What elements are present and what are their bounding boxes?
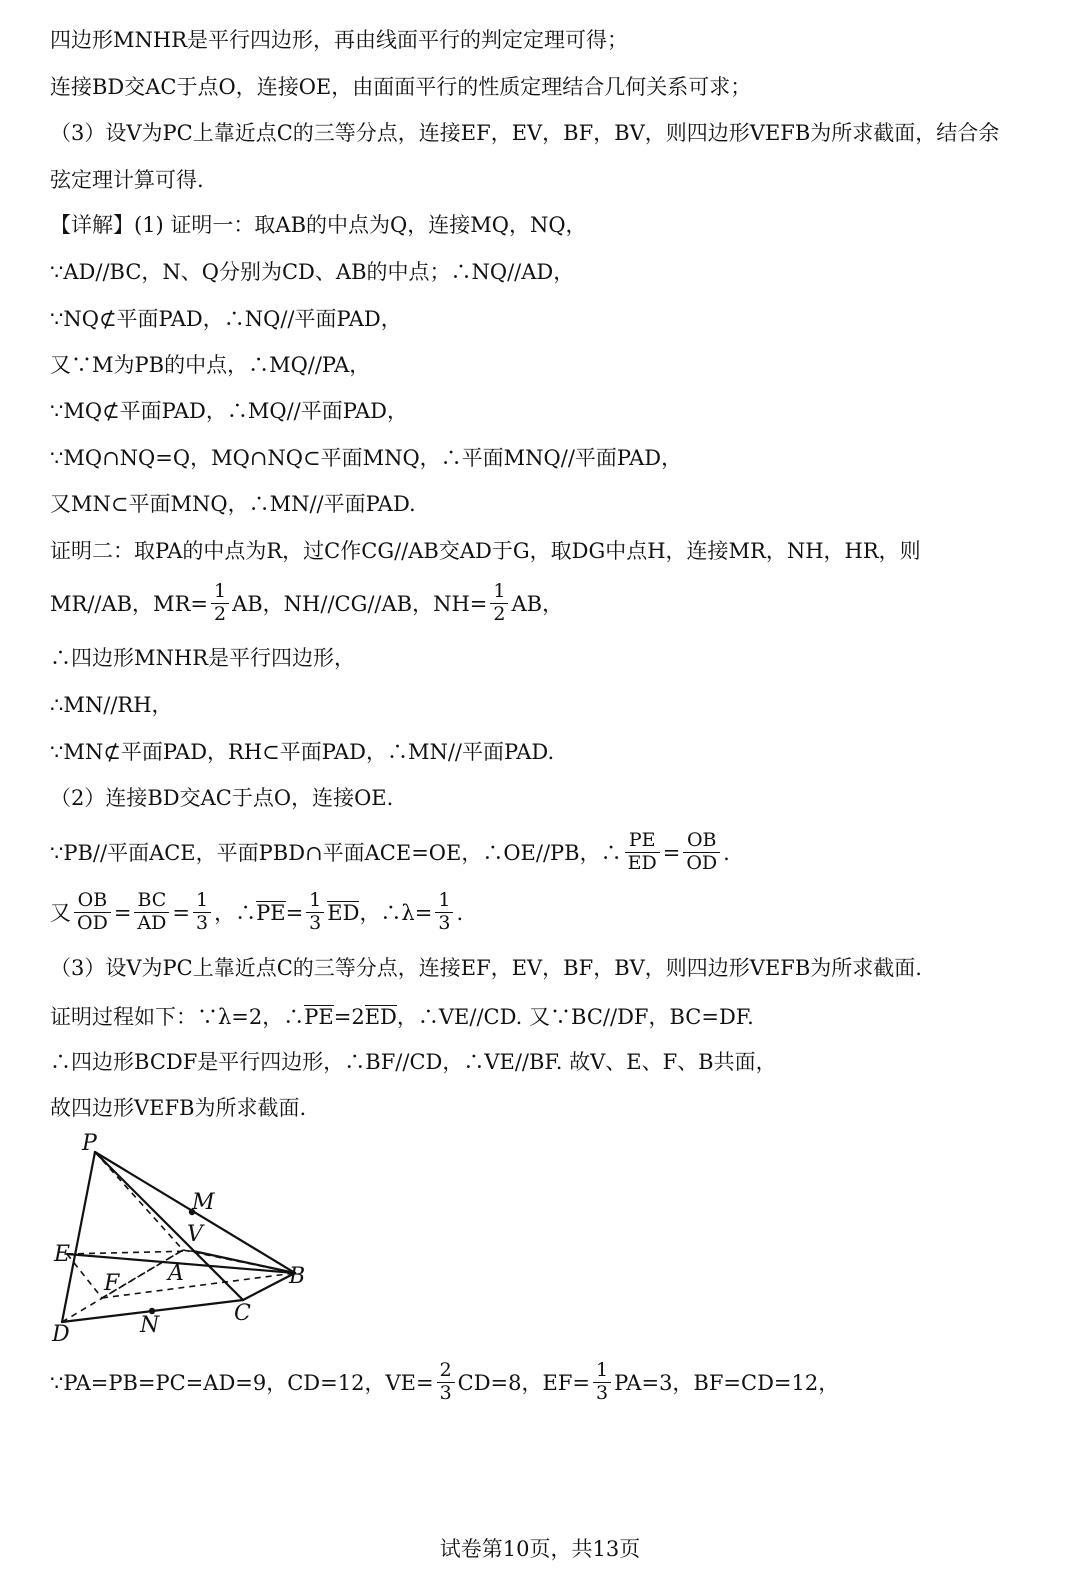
text-line-23: 故四边形VEFB为所求截面. (50, 1096, 307, 1120)
fraction-numerator: OB (74, 890, 111, 913)
text-line-14: ∴四边形MNHR是平行四边形， (50, 646, 356, 670)
segment: PA=3，BF=CD=12， (614, 1370, 840, 1395)
equals-sign: = (285, 900, 304, 925)
fraction-denominator: ED (627, 851, 657, 874)
segment: ，∴λ= (359, 900, 433, 925)
hidden-edge-ev (67, 1251, 193, 1254)
fraction-denominator: OD (77, 911, 108, 934)
text-line-19 (50, 889, 464, 937)
label-v: V (187, 1222, 203, 1247)
segment: 证明过程如下：∵λ=2，∴ (50, 1005, 305, 1029)
fraction-numerator: 1 (435, 890, 453, 913)
text-line-1: 四边形MNHR是平行四边形，再由线面平行的判定定理可得； (50, 28, 629, 52)
fraction-denominator: 2 (493, 602, 506, 625)
label-f: F (104, 1271, 120, 1296)
label-n: N (140, 1313, 160, 1338)
text-line-5: 【详解】(1) 证明一：取AB的中点为Q，连接MQ，NQ， (50, 213, 587, 237)
hidden-edge-ef (67, 1254, 102, 1298)
text-line-3: （3）设V为PC上靠近点C的三等分点，连接EF，EV，BF，BV，则四边形VEFB为所求截面，结合余 (50, 121, 1000, 145)
fraction-denominator: AD (137, 911, 167, 934)
equals-sign: = (662, 840, 681, 865)
label-p: P (82, 1131, 97, 1156)
fraction-half (211, 581, 229, 626)
text-line-8: 又∵M为PB的中点，∴MQ//PA， (50, 353, 371, 377)
text-line-24 (50, 1359, 840, 1407)
text-line-17: （2）连接BD交AC于点O，连接OE. (50, 786, 394, 810)
fraction-numerator: OB (683, 830, 720, 853)
fraction-bc-ad (134, 890, 169, 935)
segment: ，∴ (214, 900, 257, 925)
text-line-7: ∵NQ⊄平面PAD，∴NQ//平面PAD， (50, 307, 402, 331)
fraction-denominator: 3 (439, 1381, 452, 1404)
fraction-numerator: 1 (490, 581, 508, 604)
fraction-half (490, 581, 508, 626)
segment: ，∴VE//CD. 又∵BC//DF，BC=DF. (396, 1005, 754, 1029)
fraction-numerator: BC (134, 890, 169, 913)
fraction-numerator: 1 (211, 581, 229, 604)
segment: AB，NH//CG//AB，NH= (232, 591, 488, 616)
text-line-22: ∴四边形BCDF是平行四边形，∴BF//CD，∴VE//BF. 故V、E、F、B共面， (50, 1050, 777, 1074)
fraction-ob-od (683, 830, 720, 875)
fraction-numerator: PE (625, 830, 660, 853)
text-line-15: ∴MN//RH， (50, 693, 173, 717)
fraction-denominator: 3 (196, 911, 209, 934)
vector-pe: PE (304, 1005, 334, 1029)
text-line-18 (50, 829, 730, 877)
label-d: D (52, 1322, 70, 1345)
fraction-numerator: 1 (306, 890, 324, 913)
text-line-10: ∵MQ∩NQ=Q，MQ∩NQ⊂平面MNQ，∴平面MNQ//平面PAD， (50, 446, 683, 470)
text-line-4: 弦定理计算可得. (50, 168, 204, 192)
label-b: B (289, 1264, 306, 1289)
text-line-16: ∵MN⊄平面PAD，RH⊂平面PAD，∴MN//平面PAD. (50, 740, 555, 764)
text-line-9: ∵MQ⊄平面PAD，∴MQ//平面PAD， (50, 399, 408, 423)
fraction-third (435, 890, 453, 935)
segment: ∵PA=PB=PC=AD=9，CD=12，VE= (50, 1370, 434, 1395)
segment: MR//AB，MR= (50, 591, 208, 616)
label-m: M (192, 1190, 215, 1215)
geometry-figure (40, 1130, 330, 1345)
text-line-2: 连接BD交AC于点O，连接OE，由面面平行的性质定理结合几何关系可求； (50, 75, 752, 99)
fraction-third (593, 1360, 611, 1405)
fraction-denominator: 3 (438, 911, 451, 934)
vector-ed: ED (327, 900, 360, 925)
fraction-pe-ed (625, 830, 660, 875)
text-line-20: （3）设V为PC上靠近点C的三等分点，连接EF，EV，BF，BV，则四边形VEFB为所求截面. (50, 956, 922, 980)
period: . (723, 840, 730, 865)
text-line-21 (50, 1005, 754, 1028)
label-e: E (54, 1242, 71, 1267)
segment: 又 (50, 900, 71, 925)
equals-sign: = (172, 900, 190, 925)
text-line-11: 又MN⊂平面MNQ，∴MN//平面PAD. (50, 492, 416, 516)
fraction-third (193, 890, 211, 935)
segment: ∵PB//平面ACE，平面PBD∩平面ACE=OE，∴OE//PB，∴ (50, 840, 622, 865)
label-c: C (234, 1301, 251, 1326)
fraction-denominator: 3 (309, 911, 322, 934)
fraction-third (306, 890, 324, 935)
fraction-numerator: 1 (593, 1360, 611, 1383)
text-line-6: ∵AD//BC，N、Q分别为CD、AB的中点；∴NQ//AD， (50, 260, 575, 284)
fraction-numerator: 2 (437, 1360, 455, 1383)
hidden-edge-fb (102, 1273, 295, 1298)
label-a: A (168, 1261, 184, 1286)
segment: CD=8，EF= (457, 1370, 591, 1395)
fraction-denominator: OD (686, 851, 718, 874)
text-line-12: 证明二：取PA的中点为R，过C作CG//AB交AD于G，取DG中点H，连接MR，NH，HR，则 (50, 539, 921, 563)
fraction-ob-od (74, 890, 111, 935)
equals-sign: = (113, 900, 132, 925)
page-footer: 试卷第10页，共13页 (439, 1537, 641, 1561)
fraction-denominator: 3 (596, 1381, 609, 1404)
fraction-numerator: 1 (193, 890, 211, 913)
fraction-denominator: 2 (213, 602, 227, 625)
vector-pe: PE (256, 900, 286, 925)
period: . (456, 900, 464, 925)
vector-ed: ED (364, 1005, 397, 1029)
segment: =2 (333, 1005, 365, 1029)
fraction-two-thirds (437, 1360, 455, 1405)
segment: AB， (511, 591, 564, 616)
text-line-13 (50, 580, 564, 628)
edge-pd (62, 1152, 95, 1322)
